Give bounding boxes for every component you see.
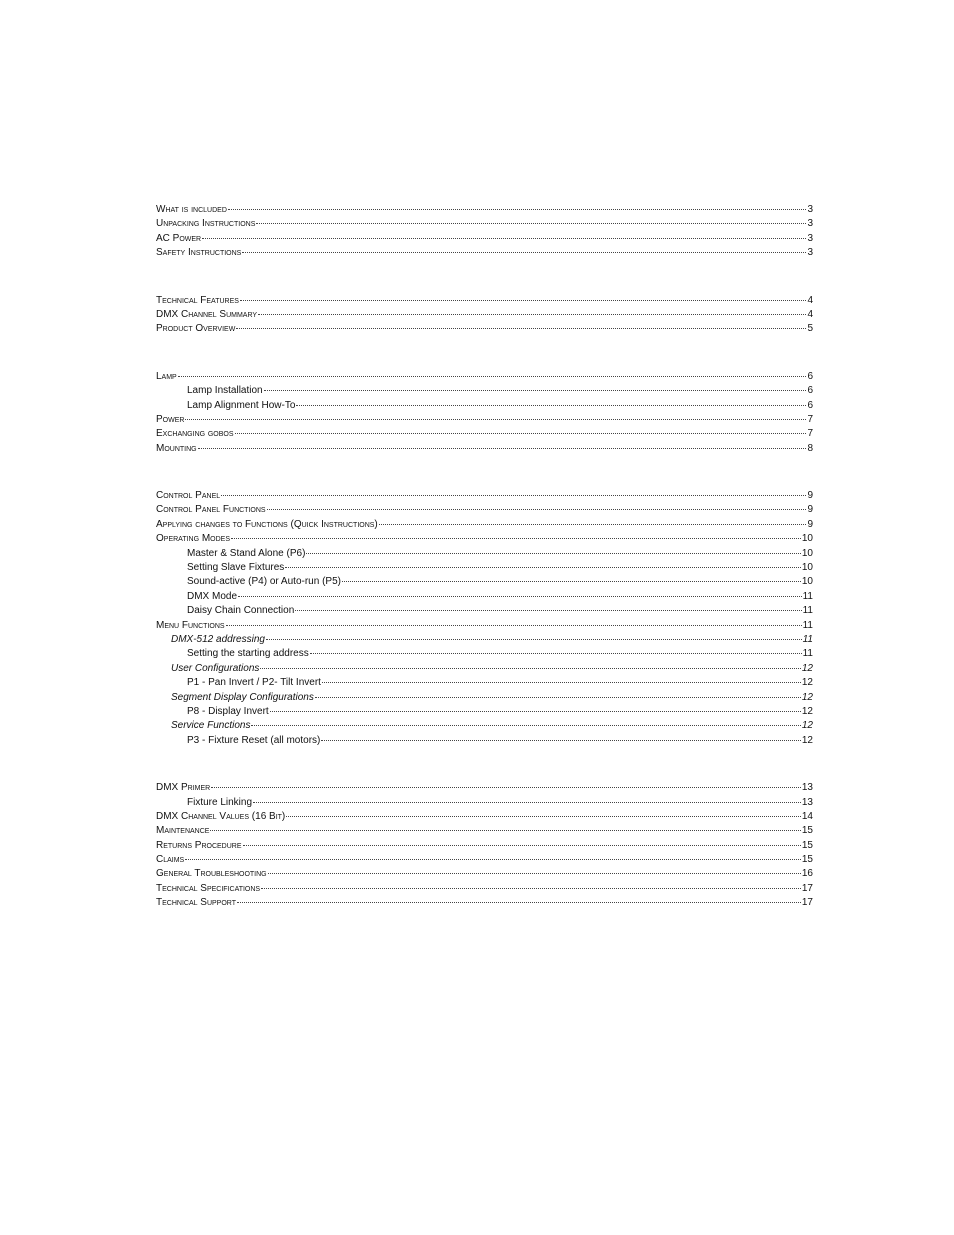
section-gap — [156, 454, 813, 487]
toc-page-number: 17 — [801, 882, 813, 894]
toc-entry[interactable] — [156, 894, 813, 908]
toc-page-number: 14 — [801, 810, 813, 822]
dot-leader — [226, 615, 802, 626]
dot-leader — [264, 380, 807, 391]
toc-entry-title: Daisy Chain Connection — [187, 605, 295, 617]
dot-leader — [315, 687, 801, 698]
toc-page-number: 4 — [807, 294, 813, 306]
dot-leader — [231, 528, 801, 539]
dot-leader — [253, 792, 801, 803]
dot-leader — [261, 878, 801, 889]
toc-entry-title: Control Panel Functions — [156, 504, 266, 516]
toc-page-number: 9 — [807, 518, 813, 530]
toc-entry-title: AC Power — [156, 232, 202, 244]
dot-leader — [210, 820, 800, 831]
toc-page-number: 3 — [807, 247, 813, 259]
toc-entry-title: Operating Modes — [156, 533, 230, 545]
toc-page-number: 7 — [807, 428, 813, 440]
dot-leader — [296, 395, 806, 406]
toc-entry-title: Technical Features — [156, 294, 239, 306]
toc-entry-title: P8 - Display Invert — [187, 705, 269, 717]
dot-leader — [267, 499, 807, 510]
toc-page-number: 13 — [801, 796, 813, 808]
toc-page-number: 16 — [801, 868, 813, 880]
toc-entry[interactable] — [156, 440, 813, 454]
toc-entry-title: Power — [156, 413, 185, 425]
dot-leader — [266, 629, 802, 640]
dot-leader — [242, 242, 806, 253]
toc-entry[interactable] — [156, 732, 813, 746]
toc-entry-title: DMX Channel Values (16 Bit) — [156, 810, 286, 822]
toc-entry-title: Segment Display Configurations — [171, 691, 314, 703]
toc-entry-title: Lamp Installation — [187, 385, 263, 397]
dot-leader — [322, 672, 801, 683]
dot-leader — [243, 835, 801, 846]
toc-entry-title: DMX-512 addressing — [171, 633, 265, 645]
toc-entry-title: User Configurations — [171, 662, 260, 674]
dot-leader — [202, 228, 806, 239]
dot-leader — [236, 318, 806, 329]
toc-page-number: 4 — [807, 308, 813, 320]
toc-entry-title: Mounting — [156, 442, 197, 454]
toc-entry-title: Service Functions — [171, 720, 251, 732]
dot-leader — [270, 701, 801, 712]
toc-page-number: 11 — [802, 590, 813, 602]
dot-leader — [379, 514, 807, 525]
table-of-contents — [156, 201, 813, 909]
toc-page-number: 10 — [801, 547, 813, 559]
toc-page-number: 3 — [807, 218, 813, 230]
toc-page-number: 3 — [807, 204, 813, 215]
toc-page-number: 5 — [807, 323, 813, 335]
dot-leader — [240, 290, 807, 301]
toc-entry-title: DMX Mode — [187, 590, 238, 602]
toc-entry-title: Setting the starting address — [187, 648, 309, 660]
dot-leader — [306, 543, 800, 554]
dot-leader — [321, 730, 801, 741]
dot-leader — [251, 715, 800, 726]
toc-page-number: 8 — [807, 442, 813, 454]
dot-leader — [235, 423, 807, 434]
toc-page-number: 6 — [807, 399, 813, 411]
toc-page-number: 12 — [801, 705, 813, 717]
dot-leader — [185, 409, 806, 420]
section-gap — [156, 746, 813, 779]
toc-entry-title: Sound-active (P4) or Auto-run (P5) — [187, 576, 341, 588]
toc-entry-title: Exchanging gobos — [156, 428, 234, 440]
dot-leader — [228, 199, 807, 210]
toc-section — [156, 779, 813, 909]
dot-leader — [268, 863, 801, 874]
toc-entry-title: Fixture Linking — [187, 796, 253, 808]
toc-entry-title: P1 - Pan Invert / P2- Tilt Invert — [187, 677, 321, 689]
toc-entry-title: Safety Instructions — [156, 247, 242, 259]
toc-entry-title: Master & Stand Alone (P6) — [187, 547, 306, 559]
toc-page-number: 6 — [807, 385, 813, 397]
toc-page-number: 11 — [802, 633, 813, 645]
toc-entry-title: Maintenance — [156, 825, 210, 837]
toc-page-number: 7 — [807, 413, 813, 425]
toc-section — [156, 292, 813, 335]
toc-page-number: 12 — [801, 662, 813, 674]
toc-page-number: 12 — [801, 691, 813, 703]
toc-section — [156, 368, 813, 454]
dot-leader — [260, 658, 801, 669]
section-gap — [156, 335, 813, 368]
dot-leader — [295, 600, 801, 611]
dot-leader — [178, 366, 807, 377]
toc-entry-title: DMX Primer — [156, 782, 211, 794]
toc-entry-title: Product Overview — [156, 323, 236, 335]
toc-page-number: 6 — [807, 370, 813, 382]
toc-page-number: 10 — [801, 562, 813, 574]
dot-leader — [310, 643, 802, 654]
toc-entry[interactable] — [156, 320, 813, 334]
toc-page-number: 9 — [807, 504, 813, 516]
toc-page-number: 12 — [801, 734, 813, 746]
toc-entry-title: P3 - Fixture Reset (all motors) — [187, 734, 321, 746]
toc-entry-title: What is included — [156, 204, 227, 215]
toc-entry-title: Lamp — [156, 370, 177, 382]
toc-entry-title: Technical Support — [156, 897, 236, 909]
toc-entry-title: Returns Procedure — [156, 839, 242, 851]
toc-page-number: 11 — [802, 648, 813, 660]
toc-page-number: 10 — [801, 576, 813, 588]
toc-page-number: 11 — [802, 605, 813, 617]
toc-entry-title: DMX Channel Summary — [156, 308, 258, 320]
toc-entry-title: Technical Specifications — [156, 882, 261, 894]
toc-entry-title: Applying changes to Functions (Quick Instructions) — [156, 518, 378, 530]
dot-leader — [237, 892, 801, 903]
toc-page-number: 3 — [807, 232, 813, 244]
toc-section — [156, 201, 813, 259]
toc-entry-title: Claims — [156, 854, 185, 866]
dot-leader — [285, 557, 801, 568]
dot-leader — [185, 849, 801, 860]
toc-page-number: 9 — [807, 490, 813, 502]
toc-entry-title: General Troubleshooting — [156, 868, 267, 880]
toc-entry-title: Control Panel — [156, 490, 221, 502]
dot-leader — [221, 485, 806, 496]
toc-entry-title: Menu Functions — [156, 619, 225, 631]
toc-section — [156, 487, 813, 746]
toc-page-number: 12 — [801, 720, 813, 732]
toc-entry[interactable] — [156, 244, 813, 258]
dot-leader — [258, 304, 806, 315]
toc-page-number: 15 — [801, 854, 813, 866]
dot-leader — [256, 213, 806, 224]
toc-page-number: 13 — [801, 782, 813, 794]
toc-page-number: 15 — [801, 825, 813, 837]
section-gap — [156, 259, 813, 292]
dot-leader — [286, 806, 801, 817]
toc-page-number: 11 — [802, 619, 813, 631]
toc-page-number: 15 — [801, 839, 813, 851]
dot-leader — [342, 571, 801, 582]
toc-entry-title: Setting Slave Fixtures — [187, 562, 285, 574]
toc-entry-title: Lamp Alignment How-To — [187, 399, 296, 411]
toc-page-number: 17 — [801, 897, 813, 909]
toc-page-number: 10 — [801, 533, 813, 545]
toc-page-number: 12 — [801, 677, 813, 689]
toc-entry-title: Unpacking Instructions — [156, 218, 256, 230]
dot-leader — [198, 438, 807, 449]
dot-leader — [238, 586, 802, 597]
dot-leader — [211, 777, 801, 788]
